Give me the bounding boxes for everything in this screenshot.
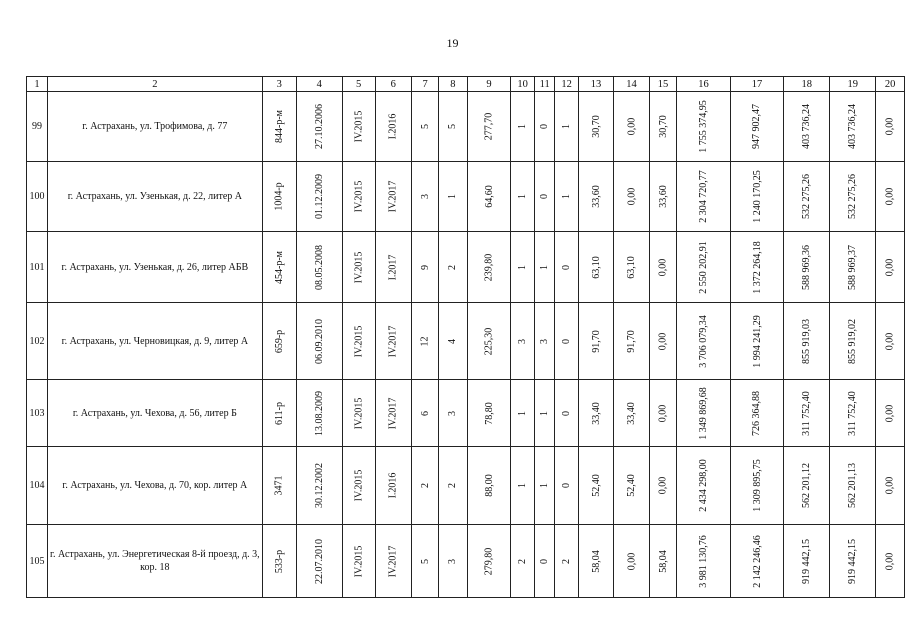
cell-text: 311 752,40: [847, 390, 859, 436]
table-cell: [830, 162, 876, 232]
table-cell: [730, 447, 784, 525]
cell-text: 3: [419, 194, 431, 199]
table-cell: [876, 303, 905, 380]
table-cell: [730, 232, 784, 303]
table-cell: [439, 447, 468, 525]
cell-text: 1 240 170,25: [751, 170, 763, 223]
cell-text: IV.2017: [387, 545, 399, 577]
table-cell: [535, 162, 555, 232]
cell-text: 0: [539, 124, 551, 129]
table-cell: [262, 447, 296, 525]
column-header: 18: [784, 77, 830, 92]
cell-text: 27.10.2006: [313, 104, 325, 149]
cell-text: 532 275,26: [847, 174, 859, 219]
cell-text: I.2017: [387, 254, 399, 280]
address-cell: г. Астрахань, ул. Черновицкая, д. 9, литер А: [47, 303, 262, 380]
table-cell: [412, 447, 439, 525]
cell-text: 533-р: [273, 549, 285, 573]
table-cell: [784, 162, 830, 232]
address-cell: г. Астрахань, ул. Чехова, д. 56, литер Б: [47, 380, 262, 447]
table-cell: [439, 232, 468, 303]
table-cell: [375, 162, 411, 232]
cell-text: 2: [561, 558, 573, 564]
table-cell: [784, 92, 830, 162]
cell-text: 0,00: [625, 117, 637, 136]
cell-text: 277,70: [483, 112, 495, 141]
table-cell: [467, 162, 511, 232]
table-cell: [555, 92, 579, 162]
table-cell: [511, 303, 535, 380]
table-cell: [262, 162, 296, 232]
cell-text: 33,40: [625, 401, 637, 425]
cell-text: 2: [517, 558, 529, 564]
cell-text: 30.12.2002: [313, 463, 325, 508]
table-cell: [535, 92, 555, 162]
table-cell: [342, 162, 375, 232]
cell-text: IV.2017: [387, 397, 399, 429]
table-cell: [511, 447, 535, 525]
column-header: 14: [614, 77, 650, 92]
table-cell: [467, 232, 511, 303]
cell-text: 63,10: [625, 255, 637, 279]
table-cell: [830, 380, 876, 447]
column-header: 5: [342, 77, 375, 92]
table-cell: [876, 380, 905, 447]
table-cell: [730, 162, 784, 232]
row-number: 102: [27, 303, 48, 380]
cell-text: 562 201,12: [801, 463, 813, 508]
table-cell: [467, 303, 511, 380]
cell-text: 3 706 079,34: [697, 314, 709, 368]
cell-text: 2 304 720,77: [697, 170, 709, 223]
cell-text: 0,00: [884, 187, 896, 206]
table-cell: [439, 380, 468, 447]
column-header: 17: [730, 77, 784, 92]
table-cell: [296, 92, 342, 162]
cell-text: 1 309 895,75: [751, 459, 763, 512]
table-cell: [511, 162, 535, 232]
table-cell: [342, 92, 375, 162]
table-cell: [342, 380, 375, 447]
table-cell: [649, 303, 676, 380]
table-cell: [830, 232, 876, 303]
table-cell: [649, 447, 676, 525]
column-header: 8: [439, 77, 468, 92]
table-cell: [555, 162, 579, 232]
cell-text: 0,00: [657, 332, 669, 350]
cell-text: 403 736,24: [847, 104, 859, 149]
table-cell: [579, 525, 614, 598]
column-header: 9: [467, 77, 511, 92]
cell-text: 0,00: [884, 552, 896, 570]
cell-text: 1 994 241,29: [751, 314, 763, 368]
table-cell: [412, 525, 439, 598]
cell-text: 13.08.2009: [313, 390, 325, 436]
cell-text: 0: [539, 194, 551, 199]
cell-text: 08.05.2008: [313, 244, 325, 290]
table-cell: [262, 232, 296, 303]
table-cell: [649, 92, 676, 162]
table-cell: [342, 232, 375, 303]
table-cell: [677, 162, 731, 232]
table-cell: [579, 447, 614, 525]
cell-text: IV.2015: [353, 180, 365, 213]
table-cell: [412, 162, 439, 232]
cell-text: 6: [419, 410, 431, 416]
cell-text: 9: [419, 264, 431, 270]
address-cell: г. Астрахань, ул. Энергетическая 8-й проезд, д. 3, кор. 18: [47, 525, 262, 598]
cell-text: 0: [561, 264, 573, 270]
table-cell: [262, 92, 296, 162]
cell-text: 58,04: [657, 549, 669, 573]
cell-text: 0,00: [884, 332, 896, 350]
table-cell: [555, 303, 579, 380]
cell-text: 855 919,03: [801, 318, 813, 364]
cell-text: IV.2015: [353, 397, 365, 429]
table-cell: [677, 232, 731, 303]
table-cell: [614, 380, 650, 447]
table-cell: [784, 232, 830, 303]
table-cell: [375, 380, 411, 447]
table-cell: [730, 303, 784, 380]
cell-text: 3471: [273, 475, 285, 496]
cell-text: 403 736,24: [801, 104, 813, 149]
cell-text: 1: [517, 264, 529, 270]
table-cell: [677, 525, 731, 598]
cell-text: 562 201,13: [847, 463, 859, 508]
row-number: 105: [27, 525, 48, 598]
cell-text: 33,60: [590, 185, 602, 208]
column-header: 11: [535, 77, 555, 92]
table-cell: [784, 380, 830, 447]
cell-text: 726 364,88: [751, 390, 763, 436]
table-cell: [511, 232, 535, 303]
table-cell: [262, 525, 296, 598]
cell-text: 0,00: [625, 552, 637, 570]
row-number: 99: [27, 92, 48, 162]
table-cell: [649, 162, 676, 232]
cell-text: 588 969,37: [847, 244, 859, 290]
table-cell: [876, 162, 905, 232]
row-number: 100: [27, 162, 48, 232]
cell-text: 3: [517, 338, 529, 344]
cell-text: 91,70: [590, 329, 602, 353]
table-cell: [579, 380, 614, 447]
table-cell: [375, 447, 411, 525]
table-cell: [375, 525, 411, 598]
cell-text: 0,00: [625, 187, 637, 206]
cell-text: 0,00: [657, 258, 669, 276]
cell-text: 855 919,02: [847, 318, 859, 364]
table-cell: [342, 303, 375, 380]
table-cell: [511, 380, 535, 447]
column-header: 19: [830, 77, 876, 92]
column-header: 3: [262, 77, 296, 92]
cell-text: I.2016: [387, 472, 399, 499]
table-cell: [555, 380, 579, 447]
cell-text: IV.2015: [353, 545, 365, 577]
cell-text: 279,80: [483, 547, 495, 575]
cell-text: 1 755 374,95: [697, 100, 709, 153]
table-cell: [555, 447, 579, 525]
table-cell: [677, 303, 731, 380]
cell-text: 1: [539, 264, 551, 270]
cell-text: 2: [419, 483, 431, 488]
cell-text: 1: [539, 410, 551, 416]
cell-text: 844-р-м: [273, 110, 285, 143]
table-cell: [342, 447, 375, 525]
table-cell: [830, 303, 876, 380]
cell-text: 30,70: [657, 115, 669, 138]
table-row: [27, 525, 905, 598]
table-cell: [296, 232, 342, 303]
table-row: [27, 303, 905, 380]
cell-text: 0: [561, 483, 573, 488]
table-cell: [412, 232, 439, 303]
table-cell: [342, 525, 375, 598]
column-number-row: [27, 77, 905, 92]
table-cell: [579, 232, 614, 303]
table-cell: [784, 525, 830, 598]
table-cell: [876, 525, 905, 598]
cell-text: IV.2015: [353, 110, 365, 143]
table-cell: [296, 380, 342, 447]
table-cell: [784, 447, 830, 525]
table-cell: [412, 380, 439, 447]
table-cell: [412, 92, 439, 162]
table-cell: [876, 447, 905, 525]
cell-text: 0: [561, 410, 573, 416]
cell-text: 06.09.2010: [313, 318, 325, 364]
column-header: 15: [649, 77, 676, 92]
table-cell: [830, 525, 876, 598]
cell-text: 0: [561, 338, 573, 344]
table-cell: [614, 162, 650, 232]
table-cell: [439, 303, 468, 380]
cell-text: 1: [517, 410, 529, 416]
cell-text: 52,40: [590, 474, 602, 497]
table-row: [27, 447, 905, 525]
table-cell: [467, 447, 511, 525]
cell-text: 64,60: [483, 185, 495, 208]
table-cell: [439, 162, 468, 232]
table-cell: [784, 303, 830, 380]
column-header: 6: [375, 77, 411, 92]
cell-text: 1: [517, 194, 529, 199]
cell-text: 1: [517, 483, 529, 488]
address-cell: г. Астрахань, ул. Узенькая, д. 22, литер А: [47, 162, 262, 232]
table-cell: [467, 380, 511, 447]
cell-text: I.2016: [387, 113, 399, 140]
cell-text: 0,00: [884, 404, 896, 422]
cell-text: 91,70: [625, 329, 637, 353]
cell-text: 1 372 264,18: [751, 240, 763, 294]
table-cell: [579, 162, 614, 232]
row-number: 101: [27, 232, 48, 303]
table-cell: [730, 525, 784, 598]
cell-text: 0,00: [884, 476, 896, 495]
cell-text: IV.2017: [387, 325, 399, 357]
table-cell: [830, 447, 876, 525]
page-number: 19: [446, 36, 459, 50]
column-header: 12: [555, 77, 579, 92]
cell-text: 3: [447, 410, 459, 416]
table-cell: [614, 92, 650, 162]
cell-text: 532 275,26: [801, 174, 813, 219]
cell-text: 1: [447, 194, 459, 199]
cell-text: 0,00: [884, 258, 896, 276]
cell-text: 52,40: [625, 474, 637, 497]
table-cell: [876, 232, 905, 303]
table-cell: [535, 447, 555, 525]
cell-text: 659-р: [273, 329, 285, 353]
table-cell: [535, 303, 555, 380]
table-cell: [730, 92, 784, 162]
table-cell: [296, 162, 342, 232]
table-row: [27, 380, 905, 447]
table-cell: [830, 92, 876, 162]
table-cell: [579, 92, 614, 162]
table-cell: [614, 525, 650, 598]
table-cell: [579, 303, 614, 380]
table-cell: [614, 447, 650, 525]
cell-text: 588 969,36: [801, 244, 813, 290]
table-cell: [614, 232, 650, 303]
table-cell: [649, 525, 676, 598]
cell-text: 1004-р: [273, 182, 285, 211]
cell-text: 4: [447, 338, 459, 344]
table-cell: [730, 380, 784, 447]
table-cell: [375, 92, 411, 162]
table-cell: [535, 232, 555, 303]
cell-text: 22.07.2010: [313, 538, 325, 584]
address-cell: г. Астрахань, ул. Чехова, д. 70, кор. литер А: [47, 447, 262, 525]
cell-text: IV.2017: [387, 180, 399, 213]
cell-text: 01.12.2009: [313, 174, 325, 219]
cell-text: 2 142 246,46: [751, 534, 763, 588]
table-cell: [555, 232, 579, 303]
table-cell: [467, 525, 511, 598]
cell-text: 12: [419, 336, 431, 346]
row-number: 104: [27, 447, 48, 525]
table-cell: [296, 525, 342, 598]
cell-text: 1: [517, 124, 529, 129]
table-cell: [649, 232, 676, 303]
table-cell: [511, 525, 535, 598]
cell-text: 5: [419, 558, 431, 564]
cell-text: 0,00: [884, 117, 896, 136]
cell-text: 5: [447, 124, 459, 129]
cell-text: 5: [419, 124, 431, 129]
column-header: 7: [412, 77, 439, 92]
table-cell: [677, 380, 731, 447]
cell-text: 239,80: [483, 253, 495, 281]
column-header: 10: [511, 77, 535, 92]
cell-text: 919 442,15: [847, 538, 859, 584]
column-header: 16: [677, 77, 731, 92]
table-cell: [262, 380, 296, 447]
table-cell: [375, 232, 411, 303]
cell-text: IV.2015: [353, 251, 365, 283]
table-cell: [677, 447, 731, 525]
cell-text: 78,80: [483, 401, 495, 425]
cell-text: 3: [539, 338, 551, 344]
table-cell: [511, 92, 535, 162]
cell-text: 88,00: [483, 474, 495, 497]
cell-text: 33,60: [657, 185, 669, 208]
cell-text: 63,10: [590, 255, 602, 279]
cell-text: 2: [447, 483, 459, 488]
cell-text: 0,00: [657, 476, 669, 495]
table-row: [27, 92, 905, 162]
cell-text: 311 752,40: [801, 390, 813, 436]
cell-text: 58,04: [590, 549, 602, 573]
table-cell: [535, 380, 555, 447]
cell-text: 454-р-м: [273, 250, 285, 284]
table-cell: [262, 303, 296, 380]
address-cell: г. Астрахань, ул. Узенькая, д. 26, литер АБВ: [47, 232, 262, 303]
cell-text: IV.2015: [353, 325, 365, 357]
cell-text: 1: [561, 124, 573, 129]
table-cell: [296, 303, 342, 380]
table-row: [27, 162, 905, 232]
address-cell: г. Астрахань, ул. Трофимова, д. 77: [47, 92, 262, 162]
cell-text: 3: [447, 558, 459, 564]
cell-text: 1: [561, 194, 573, 199]
table-cell: [375, 303, 411, 380]
table-cell: [439, 92, 468, 162]
table-cell: [412, 303, 439, 380]
cell-text: 3 981 130,76: [697, 534, 709, 588]
row-number: 103: [27, 380, 48, 447]
housing-table: [26, 76, 905, 598]
cell-text: 2 550 202,91: [697, 240, 709, 294]
cell-text: IV.2015: [353, 469, 365, 502]
cell-text: 611-р: [273, 401, 285, 425]
cell-text: 919 442,15: [801, 538, 813, 584]
table-cell: [649, 380, 676, 447]
cell-text: 947 902,47: [751, 104, 763, 149]
cell-text: 1 349 869,68: [697, 386, 709, 440]
table-cell: [876, 92, 905, 162]
table-cell: [555, 525, 579, 598]
cell-text: 30,70: [590, 115, 602, 138]
cell-text: 2: [447, 264, 459, 270]
cell-text: 225,30: [483, 327, 495, 355]
column-header: 13: [579, 77, 614, 92]
table-cell: [296, 447, 342, 525]
table-cell: [439, 525, 468, 598]
column-header: 4: [296, 77, 342, 92]
column-header: 2: [47, 77, 262, 92]
column-header: 20: [876, 77, 905, 92]
cell-text: 1: [539, 483, 551, 488]
table-cell: [535, 525, 555, 598]
table-cell: [614, 303, 650, 380]
cell-text: 2 434 298,00: [697, 459, 709, 512]
cell-text: 33,40: [590, 401, 602, 425]
column-header: 1: [27, 77, 48, 92]
table-cell: [677, 92, 731, 162]
table-cell: [467, 92, 511, 162]
cell-text: 0: [539, 558, 551, 564]
table-row: [27, 232, 905, 303]
cell-text: 0,00: [657, 404, 669, 422]
